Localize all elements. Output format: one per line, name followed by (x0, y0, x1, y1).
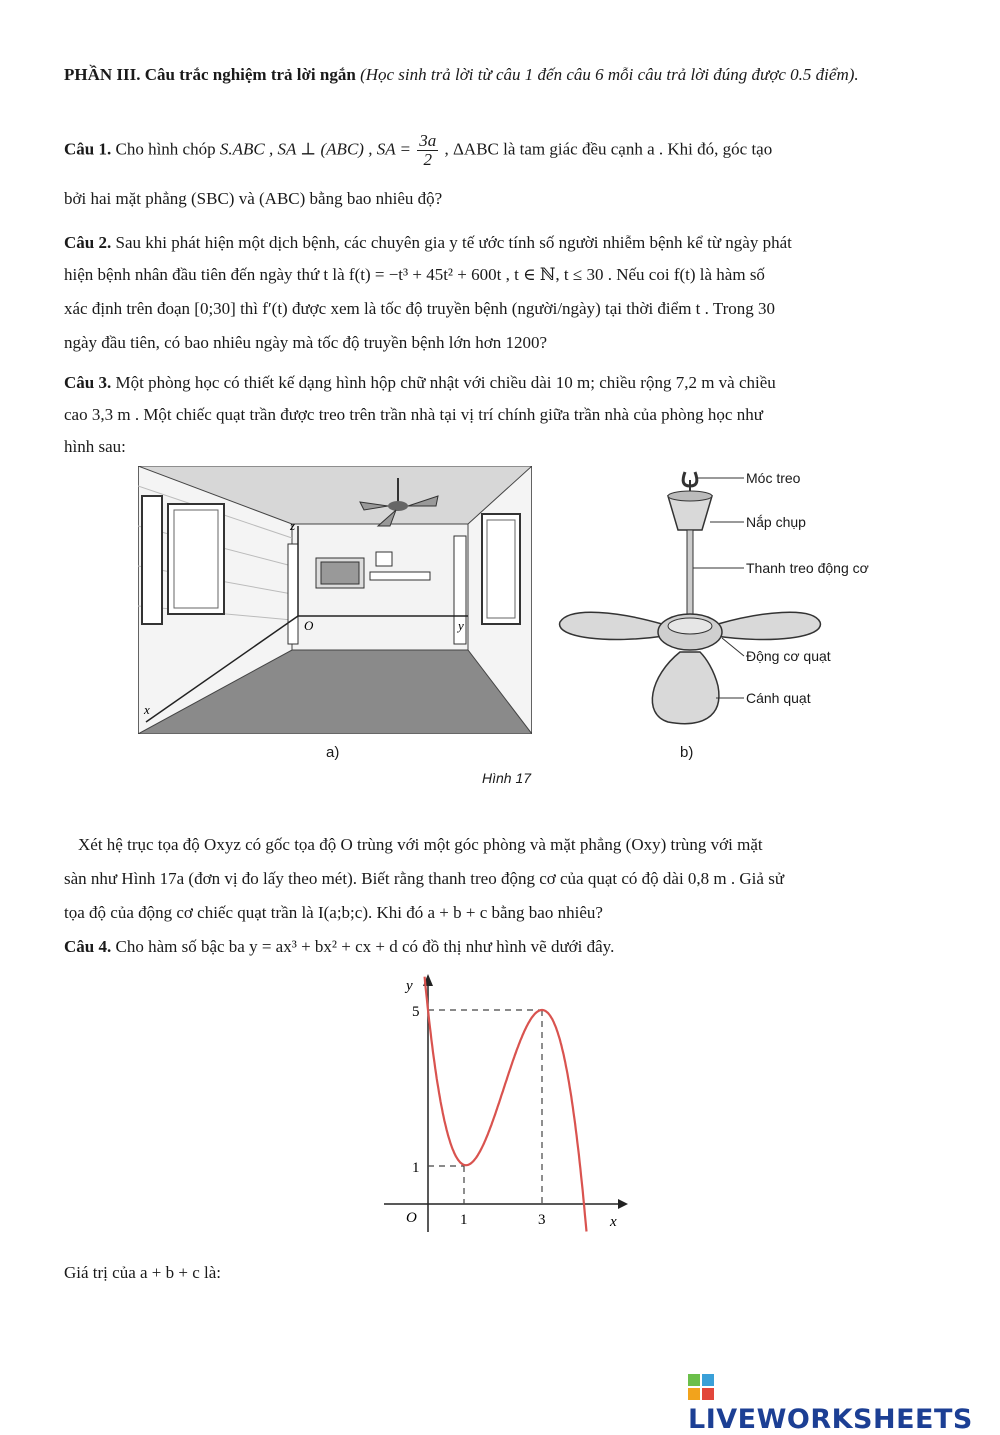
figure-caption: Hình 17 (482, 770, 532, 786)
fig-a-label: a) (326, 744, 340, 761)
question-1 (64, 132, 944, 169)
q4-answer-prompt: Giá trị của a + b + c là: (64, 1263, 222, 1282)
q1-text-a: Cho hình chóp (115, 139, 216, 159)
question-3 (64, 366, 944, 400)
q1-frac-den: 2 (423, 150, 432, 169)
section-note: (Học sinh trả lời từ câu 1 đến câu 6 mỗi câu trả lời đúng được 0.5 điểm). (360, 65, 859, 84)
room-axis-o: O (304, 618, 314, 633)
graph-y-label: y (406, 978, 413, 994)
q1-fraction (417, 132, 438, 169)
q2-line-3: xác định trên đoạn [0;30] thì f′(t) được xem là tốc độ truyền bệnh (người/ngày) tại thời điểm t . Trong 30 (64, 299, 776, 318)
q2-label: Câu 2. (64, 233, 112, 252)
section-header (64, 62, 944, 88)
section-heading: PHẦN III (64, 65, 137, 84)
graph-tick-y1: 1 (412, 1160, 420, 1176)
q3-line-3: hình sau: (64, 437, 126, 456)
q4-label: Câu 4. (64, 937, 112, 956)
q2-line-1: Sau khi phát hiện một dịch bệnh, các chuyên gia y tế ước tính số người nhiễm bệnh kể từ ngày phát (115, 233, 792, 252)
room-axis-x: x (144, 702, 150, 717)
q1-frac-num: 3a (419, 131, 437, 150)
question-4 (64, 930, 944, 964)
fan-label-rod: Thanh treo động cơ (746, 560, 869, 576)
q4-text: Cho hàm số bậc ba y = ax³ + bx² + cx + d có đồ thị như hình vẽ dưới đây. (115, 937, 615, 956)
q3-label: Câu 3. (64, 373, 112, 392)
room-axis-z: z (290, 518, 296, 533)
graph-origin: O (406, 1210, 417, 1226)
q1-label: Câu 1. (64, 139, 112, 159)
graph-tick-x1: 1 (460, 1212, 468, 1228)
q3-after-2: sàn như Hình 17a (đơn vị đo lấy theo mét). Biết rằng thanh treo động cơ của quạt có độ dài 0,8 m . Giả sử (64, 869, 785, 888)
graph-x-arrow-icon (618, 1199, 628, 1209)
fan-label-hook: Móc treo (746, 470, 801, 486)
liveworksheets-mark-icon (688, 1374, 714, 1400)
graph-tick-y5: 5 (412, 1004, 420, 1020)
fan-label-cap: Nắp chụp (746, 514, 806, 530)
q3-after-3: tọa độ của động cơ chiếc quạt trần là I(a;b;c). Khi đó a + b + c bằng bao nhiêu? (64, 903, 603, 922)
graph-tick-x3: 3 (538, 1212, 546, 1228)
q1-text-c: , ΔABC là tam giác đều cạnh a . Khi đó, góc tạo (444, 139, 773, 159)
q1-text-b: S.ABC , SA ⊥ (ABC) , SA = (219, 139, 411, 159)
q3-after-1 (64, 828, 944, 862)
fan-label-blade: Cánh quạt (746, 690, 811, 706)
q1-line-2: bởi hai mặt phẳng (SBC) và (ABC) bằng bao nhiêu độ? (64, 189, 443, 208)
figure-room (138, 466, 532, 734)
cubic-curve (425, 977, 587, 1232)
q2-line-4: ngày đầu tiên, có bao nhiêu ngày mà tốc độ truyền bệnh lớn hơn 1200? (64, 333, 547, 352)
q3-line-2: cao 3,3 m . Một chiếc quạt trần được treo trên trần nhà tại vị trí chính giữa trần nhà của phòng học như (64, 405, 763, 424)
figure-fan (550, 466, 890, 746)
fig-b-label: b) (680, 744, 694, 761)
q3-after-1-text: Xét hệ trục tọa độ Oxyz có gốc tọa độ O trùng với một góc phòng và mặt phẳng (Oxy) trùng với mặt (78, 835, 763, 854)
fan-label-motor: Động cơ quạt (746, 648, 831, 664)
cubic-graph (378, 970, 638, 1236)
graph-x-label: x (610, 1214, 617, 1230)
q3-line-1: Một phòng học có thiết kế dạng hình hộp chữ nhật với chiều dài 10 m; chiều rộng 7,2 m và chiều (115, 373, 776, 392)
question-2 (64, 226, 944, 260)
section-title: . Câu trắc nghiệm trả lời ngắn (136, 65, 356, 84)
liveworksheets-logo (688, 1373, 990, 1435)
q2-line-2: hiện bệnh nhân đầu tiên đến ngày thứ t là f(t) = −t³ + 45t² + 600t , t ∈ ℕ, t ≤ 30 . Nếu coi f(t) là hàm số (64, 265, 765, 284)
brand-text: LIVEWORKSHEETS (688, 1404, 973, 1435)
room-axis-y: y (458, 618, 464, 633)
